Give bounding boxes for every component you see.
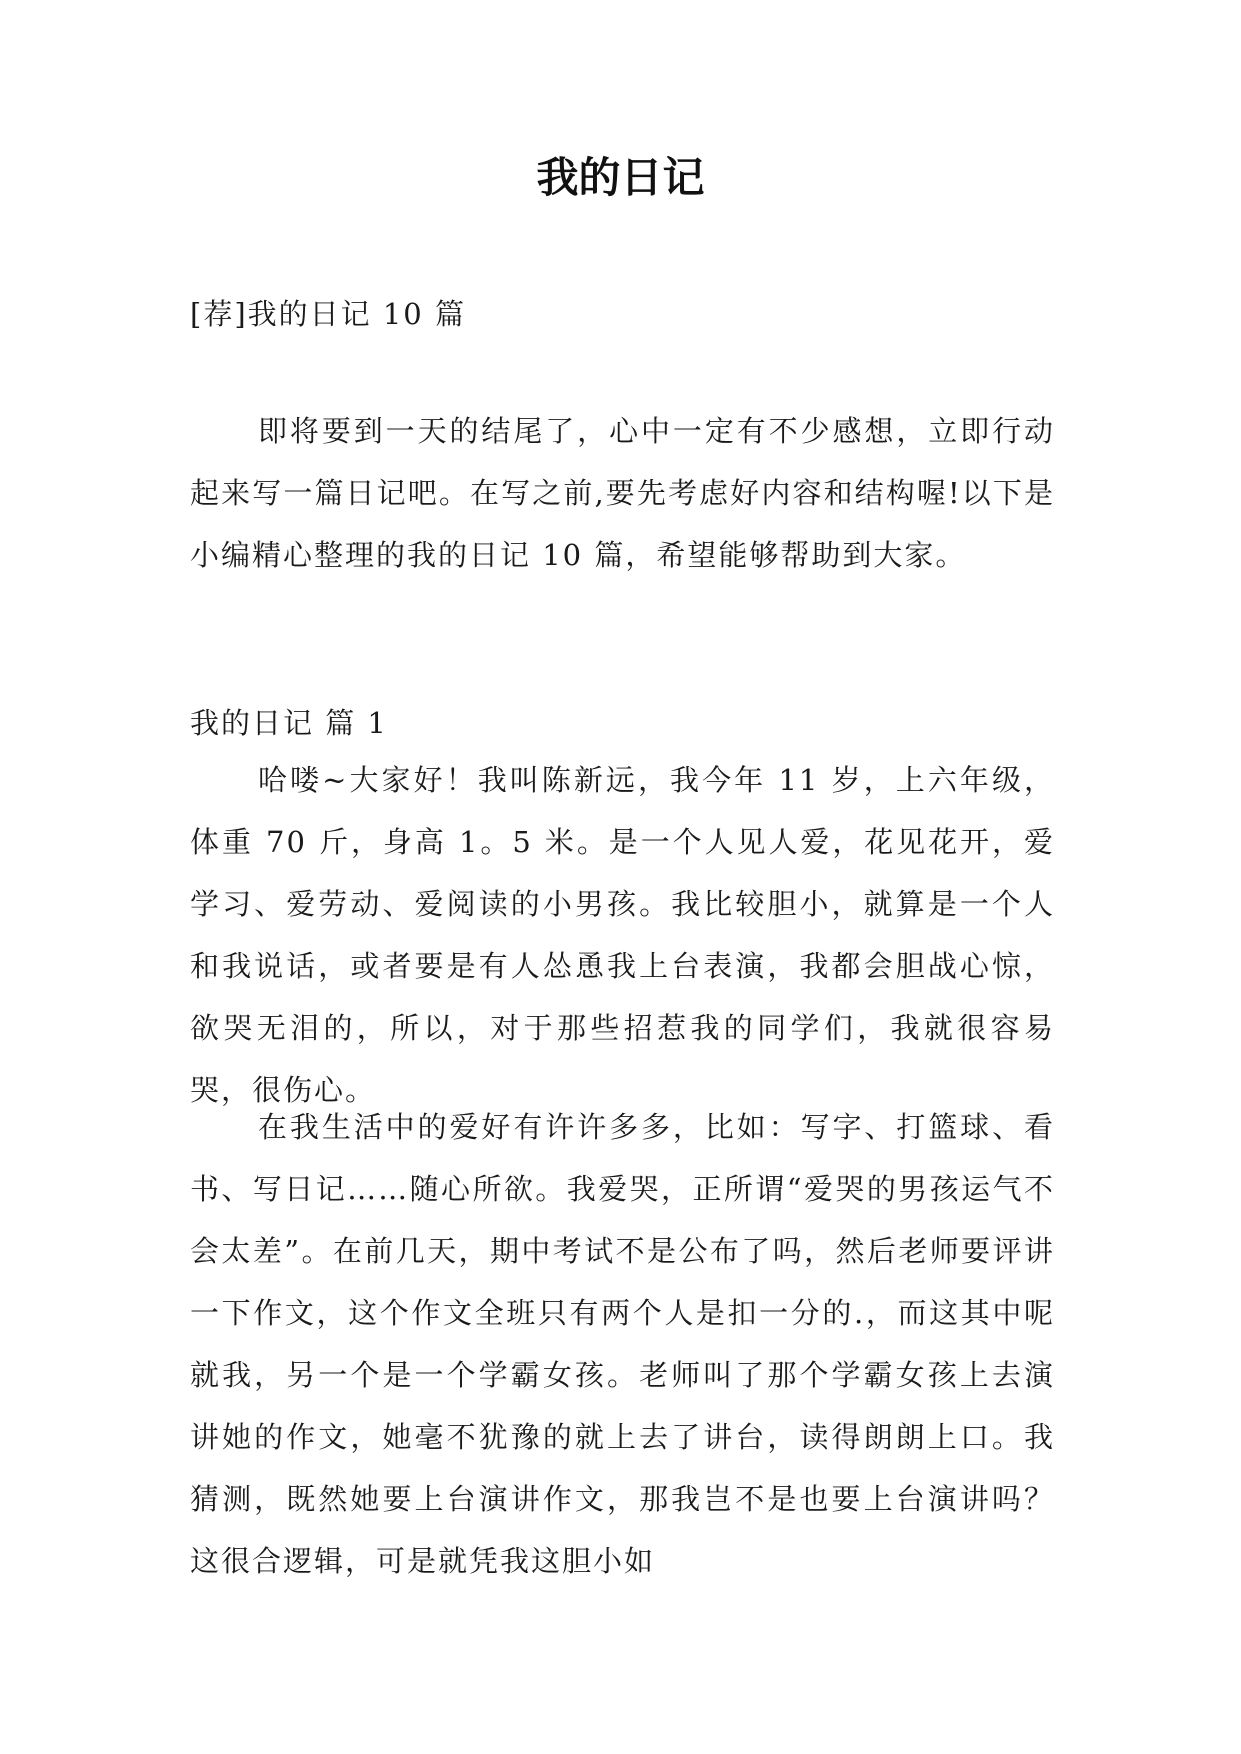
section-heading: 我的日记 篇 1 xyxy=(190,706,388,740)
intro-paragraph: 即将要到一天的结尾了，心中一定有不少感想，立即行动起来写一篇日记吧。在写之前,要先考虑好内容和结构喔!以下是小编精心整理的我的日记 10 篇，希望能够帮助到大家。 xyxy=(190,414,1055,572)
body-paragraph: 哈喽~大家好！我叫陈新远，我今年 11 岁，上六年级，体重 70 斤，身高 1。5 米。是一个人见人爱，花见花开，爱学习、爱劳动、爱阅读的小男孩。我比较胆小，就算是一个人和我说话，或者要是有人怂恿我上台表演，我都会胆战心惊，欲哭无泪的，所以，对于那些招惹我的同学们，我就很容易哭，很伤心。 xyxy=(190,763,1055,1107)
document-subtitle: [荐]我的日记 10 篇 xyxy=(190,297,466,331)
document-title: 我的日记 xyxy=(536,153,705,202)
body-paragraph: 在我生活中的爱好有许许多多，比如：写字、打篮球、看书、写日记……随心所欲。我爱哭，正所谓“爱哭的男孩运气不会太差”。在前几天，期中考试不是公布了吗，然后老师要评讲一下作文，这个作文全班只有两个人是扣一分的.，而这其中呢就我，另一个是一个学霸女孩。老师叫了那个学霸女孩上去演讲她的作文，她毫不犹豫的就上去了讲台，读得朗朗上口。我猜测，既然她要上台演讲作文，那我岂不是也要上台演讲吗？这很合逻辑，可是就凭我这胆小如 xyxy=(190,1110,1055,1578)
